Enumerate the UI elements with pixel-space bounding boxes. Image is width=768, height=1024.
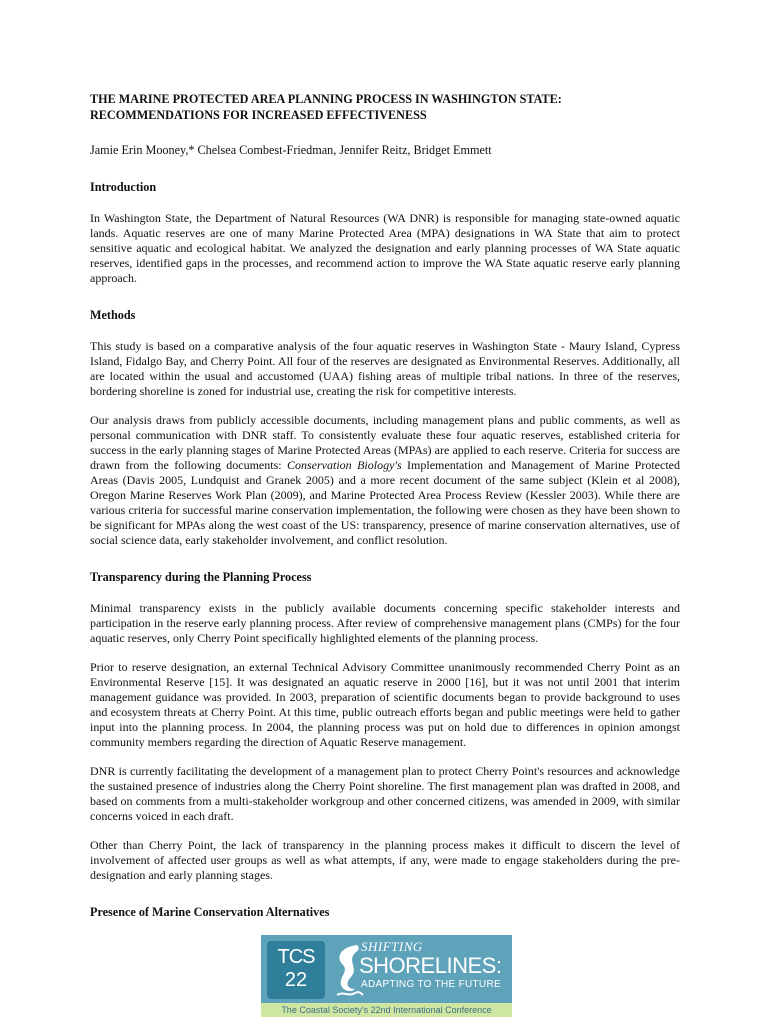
methods-paragraph-1: This study is based on a comparative analysis of the four aquatic reserves in Washington State - Maury Island, Cypress Island, Fidalgo Bay, and Cherry Point. All four of the reserves are designated as Environmental Reserves. Additionally, all are located within the usual and accustomed (UAA) fishing areas of multiple tribal nations. In three of the reserves, bordering shoreline is zoned for industrial use, creating the risk for competitive interests. [90,339,680,398]
tcs-logo-badge [267,941,325,999]
author-list: Jamie Erin Mooney,* Chelsea Combest-Friedman, Jennifer Reitz, Bridget Emmett [90,143,492,157]
methods-paragraph-2-part-2: Implementation and Management of Marine Protected Areas (Davis 2005, Lundquist and Granek 2005) and a more recent document of the same subject (Klein et al 2008), Oregon Marine Reserves Work Plan (2009), and Marine Protected Area Process Review (Kessler 2003). While there are various criteria for successful marine conservation implementation, the following were chosen as they have been shown to be significant for MPAs along the west coast of the US: transparency, presence of marine conservation alternatives, use of social science data, early stakeholder involvement, and conflict resolution. [90,458,680,547]
transparency-paragraph-2: Prior to reserve designation, an external Technical Advisory Committee unanimously recommended Cherry Point as an Environmental Reserve [15]. It was designated an aquatic reserve in 2000 [16], but it was not until 2001 that interim management guidance was provided. In 2003, preparation of scientific documents began to provide background to uses and ecosystem threats at Cherry Point. At this time, public outreach efforts began and public meetings were held to gather input into the planning process. In 2004, the planning process was put on hold due to differences in opinion amongst community members regarding the direction of Aquatic Reserve management. [90,660,680,749]
section-heading-introduction: Introduction [90,180,157,194]
methods-paragraph-2-part-1: Our analysis draws from publicly accessible documents, including management plans and public comments, as well as personal communication with DNR staff. To consistently evaluate these four aquatic reserves, established criteria for success in the early planning stages of Marine Protected Areas (MPAs) are applied to each reserve. Criteria for success are drawn from the following documents: [90,413,680,472]
tcs-logo-number: 22 [284,969,308,991]
conference-strip [261,1003,512,1017]
section-heading-alternatives: Presence of Marine Conservation Alternatives [90,905,330,919]
logo-shorelines-text: SHORELINES: [359,953,502,978]
section-heading-methods: Methods [90,308,136,322]
paper-title [90,91,680,123]
methods-paragraph-2 [90,413,680,548]
tcs-logo-text: TCS [277,946,315,968]
conference-logo-banner [261,935,512,1017]
conference-name: The Coastal Society's 22nd International Conference [281,1005,492,1015]
transparency-paragraph-4: Other than Cherry Point, the lack of transparency in the planning process makes it difficult to discern the level of involvement of affected user groups as well as what attempts, if any, were made to engage stakeholders during the pre-designation and early planning stages. [90,838,680,882]
paper-title-line-2: RECOMMENDATIONS FOR INCREASED EFFECTIVENESS [90,108,427,122]
introduction-paragraph: In Washington State, the Department of Natural Resources (WA DNR) is responsible for managing state-owned aquatic lands. Aquatic reserves are one of many Marine Protected Area (MPA) designations in WA State that aim to protect sensitive aquatic and ecological habitat. We analyzed the designation and early planning processes of WA State aquatic reserves, identified gaps in the processes, and recommend action to improve the WA State aquatic reserve early planning approach. [90,211,680,285]
logo-tagline: ADAPTING TO THE FUTURE [361,979,501,990]
paper-title-line-1: THE MARINE PROTECTED AREA PLANNING PROCESS IN WASHINGTON STATE: [90,92,562,106]
document-body [90,91,680,920]
transparency-paragraph-1: Minimal transparency exists in the publicly available documents concerning specific stakeholder interests and participation in the reserve early planning process. After review of comprehensive management plans (CMPs) for the four aquatic reserves, only Cherry Point specifically highlighted elements of the planning process. [90,601,680,645]
section-heading-transparency: Transparency during the Planning Process [90,570,312,584]
transparency-paragraph-3: DNR is currently facilitating the development of a management plan to protect Cherry Point's resources and acknowledge the sustained presence of industries along the Cherry Point shoreline. The first management plan was drafted in 2008, and based on comments from a multi-stakeholder workgroup and other concerned citizens, was amended in 2009, with similar concerns voiced in each draft. [90,764,680,823]
journal-title-italic: Conservation Biology's [287,458,402,472]
logo-shifting-text: SHIFTING [361,939,423,954]
